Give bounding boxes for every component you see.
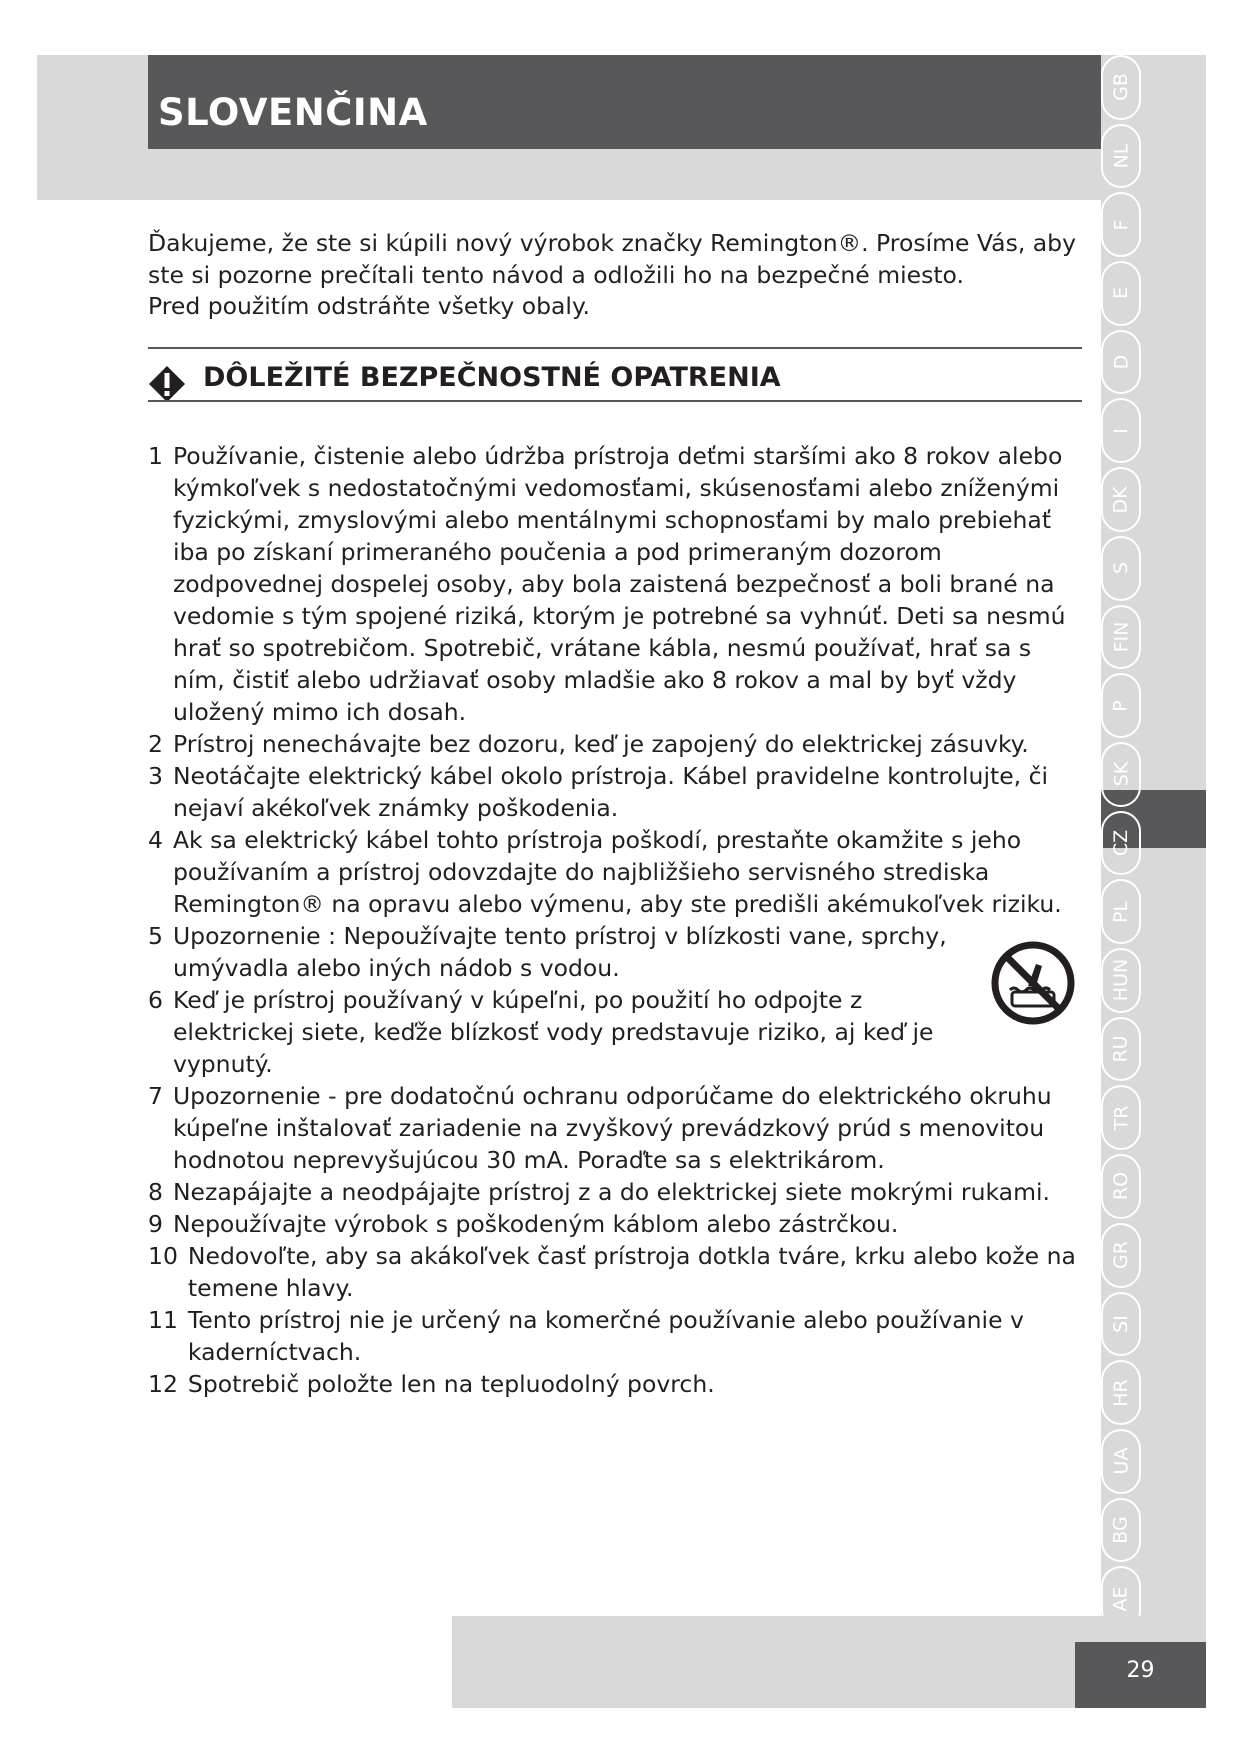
language-tab-ua[interactable] [1101, 1429, 1141, 1494]
language-tab-nl[interactable] [1101, 124, 1141, 189]
section-rule-top [148, 347, 1082, 349]
language-tab-label: GR [1110, 1241, 1132, 1270]
intro-paragraph: Pred použitím odstráňte všetky obaly. [148, 292, 590, 320]
language-tab-label: SI [1109, 1315, 1132, 1333]
language-tab-label: P [1110, 699, 1132, 712]
language-tab-label: AE [1109, 1586, 1132, 1612]
language-tab-label: F [1110, 219, 1132, 231]
language-tab-label: E [1109, 287, 1132, 300]
list-item: 1 Používanie, čistenie alebo údržba prístroja deťmi staršími ako 8 rokov alebo kýmkoľvek s nedostatočnými vedomosťami, skúsenosťami alebo zníženými fyzickými, zmyslovými alebo mentálnymi schopnosťami by malo prebiehať iba po získaní primeraného poučenia a pod primeraným dozorom zodpovednej dospelej osoby, aby bola zaistená bezpečnosť a boli brané na vedomie s tým spojené riziká, ktorým je potrebné sa vyhnúť. Deti sa nesmú hrať so spotrebičom. Spotrebič, vrátane kábla, nesmú používať, hrať sa s ním, čistiť alebo udržiavať osoby mladšie ako 8 rokov a mal by byť vždy uložený mimo ich dosah. [148, 442, 1066, 726]
language-tabs [1101, 55, 1141, 1641]
safety-list [148, 440, 1078, 1400]
language-tab-gr[interactable] [1101, 1223, 1141, 1288]
language-tab-label: D [1109, 354, 1132, 370]
page-number: 29 [1126, 1658, 1155, 1683]
language-tab-bg[interactable] [1101, 1498, 1141, 1563]
list-item: 11 Tento prístroj nie je určený na komerčné používanie alebo používanie v kaderníctvach. [148, 1306, 1024, 1366]
list-item: 7 Upozornenie - pre dodatočnú ochranu odporúčame do elektrického okruhu kúpeľne inštalovať zariadenie na zvyškový prevádzkový prúd s menovitou hodnotou neprevyšujúcou 30 mA. Poraďte sa s elektrikárom. [148, 1082, 1052, 1174]
no-water-warning-icon [990, 940, 1076, 1026]
language-tab-gb[interactable] [1101, 55, 1141, 120]
language-tab-label: TR [1110, 1105, 1132, 1131]
intro-paragraph: Ďakujeme, že ste si kúpili nový výrobok značky Remington®. Prosíme Vás, aby ste si pozorne prečítali tento návod a odložili ho na bezpečné miesto. [148, 229, 1076, 289]
language-tab-hun[interactable] [1101, 948, 1141, 1013]
language-tab-label: DK [1110, 485, 1132, 514]
language-tab-i[interactable] [1101, 398, 1141, 463]
list-item: 9 Nepoužívajte výrobok s poškodeným káblom alebo zástrčkou. [148, 1210, 899, 1238]
language-tab-cz[interactable] [1101, 811, 1141, 876]
language-tab-label: RU [1109, 1035, 1132, 1063]
language-tab-p[interactable] [1101, 673, 1141, 738]
language-tab-fin[interactable] [1101, 605, 1141, 670]
list-item: 12 Spotrebič položte len na tepluodolný povrch. [148, 1370, 715, 1398]
section-rule-bottom [148, 400, 1082, 402]
language-tab-label: I [1109, 428, 1132, 434]
intro-text [148, 228, 1078, 323]
language-tab-label: CZ [1109, 829, 1132, 857]
language-tab-label: HR [1110, 1378, 1132, 1407]
list-item: 3 Neotáčajte elektrický kábel okolo prístroja. Kábel pravidelne kontrolujte, či nejaví akékoľvek známky poškodenia. [148, 762, 1049, 822]
language-tab-label: RO [1109, 1172, 1132, 1201]
warning-diamond-icon [148, 365, 186, 403]
language-tab-ro[interactable] [1101, 1154, 1141, 1219]
language-tab-label: UA [1110, 1447, 1132, 1475]
language-tab-label: GB [1109, 73, 1132, 102]
language-tab-tr[interactable] [1101, 1085, 1141, 1150]
list-item: 5 Upozornenie : Nepoužívajte tento prístroj v blízkosti vane, sprchy, umývadla alebo iných nádob s vodou. [148, 922, 947, 982]
list-item: 8 Nezapájajte a neodpájajte prístroj z a do elektrickej siete mokrými rukami. [148, 1178, 1050, 1206]
language-tab-label: NL [1110, 143, 1132, 169]
language-tab-label: SK [1110, 762, 1132, 787]
language-tab-label: S [1110, 562, 1132, 575]
language-tab-si[interactable] [1101, 1292, 1141, 1357]
list-item: 6 Keď je prístroj používaný v kúpeľni, po použití ho odpojte z elektrickej siete, keďže blízkosť vody predstavuje riziko, aj keď je vypnutý. [148, 986, 934, 1078]
section-title: DÔLEŽITÉ BEZPEČNOSTNÉ OPATRENIA [203, 362, 781, 393]
language-tab-label: PL [1109, 900, 1132, 923]
language-tab-sk[interactable] [1101, 742, 1141, 807]
language-tab-label: FIN [1110, 621, 1132, 653]
language-tab-label: HUN [1110, 959, 1133, 1002]
language-tab-ru[interactable] [1101, 1017, 1141, 1082]
language-tab-d[interactable] [1101, 330, 1141, 395]
language-tab-hr[interactable] [1101, 1360, 1141, 1425]
language-tab-f[interactable] [1101, 192, 1141, 257]
language-tab-label: BG [1110, 1516, 1132, 1544]
language-tab-e[interactable] [1101, 261, 1141, 326]
list-item: 4 Ak sa elektrický kábel tohto prístroja poškodí, prestaňte okamžite s jeho používaním a prístroj odovzdajte do najbližšieho servisného strediska Remington® na opravu alebo výmenu, aby ste predišli akémukoľvek riziku. [148, 826, 1062, 918]
page-title: SLOVENČINA [158, 91, 428, 134]
language-tab-dk[interactable] [1101, 467, 1141, 532]
list-item: 10 Nedovoľte, aby sa akákoľvek časť prístroja dotkla tváre, krku alebo kože na temene hlavy. [148, 1242, 1076, 1302]
language-tab-s[interactable] [1101, 536, 1141, 601]
language-tab-pl[interactable] [1101, 879, 1141, 944]
list-item: 2 Prístroj nenechávajte bez dozoru, keď je zapojený do elektrickej zásuvky. [148, 730, 1029, 758]
